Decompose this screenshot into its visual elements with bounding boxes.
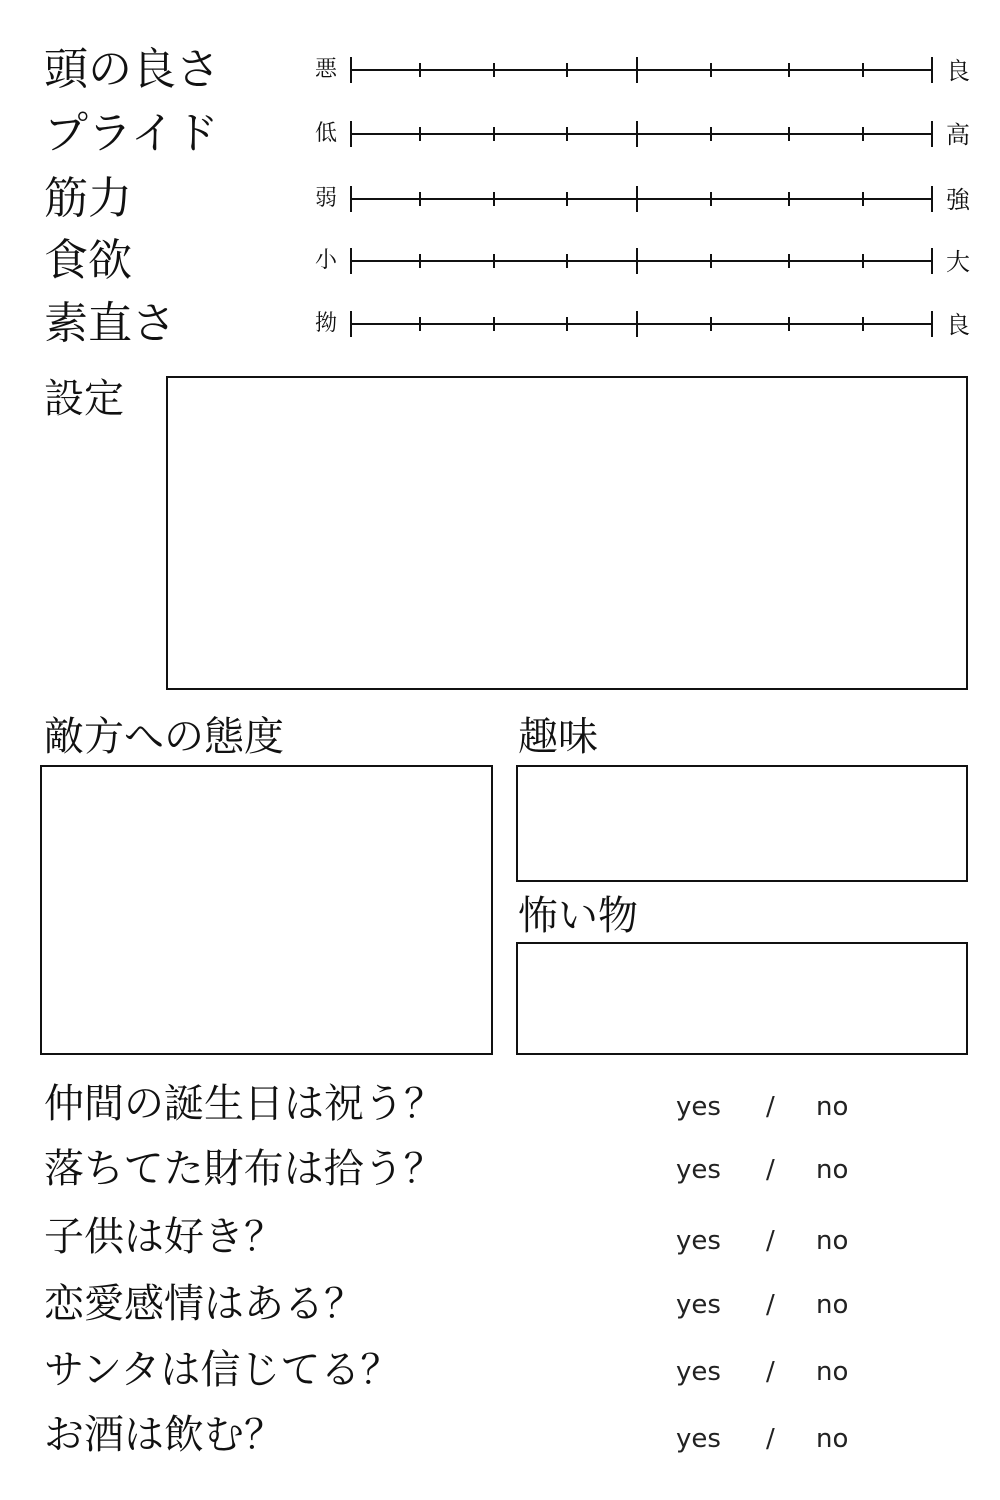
scale-tick [566, 317, 568, 331]
answer-separator: / [766, 1424, 775, 1454]
scale-min-label: 拗 [314, 311, 337, 336]
scale-min-label: 悪 [314, 57, 337, 82]
scale-tick [710, 192, 712, 206]
question-children: 子供は好き？ [44, 1214, 284, 1260]
scale-tick [788, 127, 790, 141]
scale-tick [566, 192, 568, 206]
answer-choice [676, 1224, 866, 1258]
scale-tick [862, 192, 864, 206]
yes-option[interactable]: yes [676, 1357, 721, 1387]
scale-tick [566, 254, 568, 268]
fear-label: 怖い物 [518, 893, 638, 939]
hobby-textbox[interactable] [516, 765, 968, 882]
answer-separator: / [766, 1226, 775, 1256]
scale-tick [862, 127, 864, 141]
scale-tick [862, 317, 864, 331]
scale-tick [493, 63, 495, 77]
yes-option[interactable]: yes [676, 1155, 721, 1185]
scale-track-appetite[interactable] [350, 260, 933, 262]
question-alcohol: お酒は飲む？ [44, 1412, 284, 1458]
answer-choice [676, 1288, 866, 1322]
scale-label-appetite: 食欲 [44, 235, 132, 286]
scale-min-label: 小 [314, 248, 337, 273]
settings-textbox[interactable] [166, 376, 968, 690]
scale-tick [350, 248, 352, 274]
scale-tick [636, 248, 638, 274]
scale-label-intelligence: 頭の良さ [44, 44, 220, 95]
scale-tick [419, 127, 421, 141]
hobby-label: 趣味 [518, 714, 598, 760]
scale-tick [931, 186, 933, 212]
question-wallet: 落ちてた財布は拾う？ [44, 1146, 444, 1192]
answer-choice [676, 1153, 866, 1187]
scale-tick [636, 311, 638, 337]
scale-tick [493, 127, 495, 141]
scale-tick [636, 57, 638, 83]
scale-tick [419, 192, 421, 206]
scale-tick [931, 57, 933, 83]
no-option[interactable]: no [816, 1226, 849, 1256]
scale-tick [350, 186, 352, 212]
question-santa: サンタは信じてる？ [44, 1347, 401, 1393]
scale-tick [350, 121, 352, 147]
scale-track-strength[interactable] [350, 198, 933, 200]
scale-tick [710, 127, 712, 141]
scale-tick [788, 317, 790, 331]
scale-label-strength: 筋力 [44, 173, 132, 224]
scale-tick [788, 63, 790, 77]
question-romance: 恋愛感情はある？ [44, 1281, 364, 1327]
answer-choice [676, 1422, 866, 1456]
scale-tick [566, 127, 568, 141]
yes-option[interactable]: yes [676, 1092, 721, 1122]
fear-textbox[interactable] [516, 942, 968, 1055]
scale-tick [493, 192, 495, 206]
scale-max-label: 高 [946, 121, 970, 149]
scale-max-label: 大 [946, 248, 970, 276]
scale-tick [636, 121, 638, 147]
no-option[interactable]: no [816, 1290, 849, 1320]
scale-tick [636, 186, 638, 212]
scale-label-honesty: 素直さ [44, 298, 176, 349]
scale-tick [931, 248, 933, 274]
answer-separator: / [766, 1092, 775, 1122]
question-birthday: 仲間の誕生日は祝う？ [44, 1081, 444, 1127]
answer-separator: / [766, 1357, 775, 1387]
scale-max-label: 良 [946, 311, 970, 339]
answer-separator: / [766, 1155, 775, 1185]
scale-tick [788, 254, 790, 268]
scale-track-honesty[interactable] [350, 323, 933, 325]
attitude-textbox[interactable] [40, 765, 493, 1055]
scale-tick [350, 57, 352, 83]
scale-track-intelligence[interactable] [350, 69, 933, 71]
scale-label-pride: プライド [44, 108, 219, 159]
settings-label: 設定 [44, 376, 124, 422]
no-option[interactable]: no [816, 1357, 849, 1387]
scale-tick [862, 63, 864, 77]
yes-option[interactable]: yes [676, 1424, 721, 1454]
scale-tick [493, 317, 495, 331]
scale-tick [710, 63, 712, 77]
scale-tick [931, 121, 933, 147]
attitude-label: 敵方への態度 [44, 714, 284, 760]
scale-tick [493, 254, 495, 268]
scale-tick [862, 254, 864, 268]
answer-choice [676, 1355, 866, 1389]
yes-option[interactable]: yes [676, 1290, 721, 1320]
scale-min-label: 低 [314, 121, 337, 146]
scale-tick [350, 311, 352, 337]
scale-tick [788, 192, 790, 206]
scale-tick [419, 254, 421, 268]
scale-track-pride[interactable] [350, 133, 933, 135]
scale-tick [419, 63, 421, 77]
scale-tick [566, 63, 568, 77]
no-option[interactable]: no [816, 1092, 849, 1122]
yes-option[interactable]: yes [676, 1226, 721, 1256]
scale-min-label: 弱 [314, 186, 337, 211]
answer-choice [676, 1090, 866, 1124]
scale-tick [419, 317, 421, 331]
no-option[interactable]: no [816, 1424, 849, 1454]
scale-max-label: 良 [946, 57, 970, 85]
scale-tick [931, 311, 933, 337]
scale-tick [710, 317, 712, 331]
scale-max-label: 強 [946, 186, 970, 214]
no-option[interactable]: no [816, 1155, 849, 1185]
answer-separator: / [766, 1290, 775, 1320]
scale-tick [710, 254, 712, 268]
